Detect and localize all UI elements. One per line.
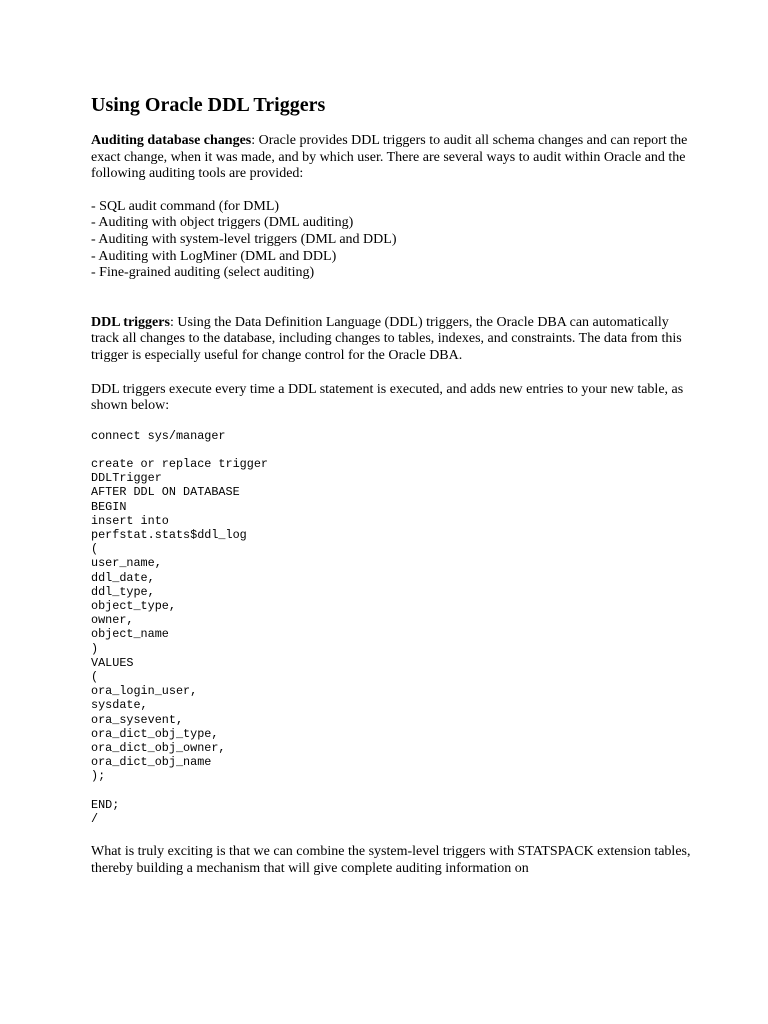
list-item: - SQL audit command (for DML) [91, 198, 280, 214]
list-item: - Auditing with LogMiner (DML and DDL) [91, 248, 337, 264]
code-end: END; / [91, 797, 120, 826]
list-item: - Fine-grained auditing (select auditing) [91, 265, 315, 281]
execute-paragraph: DDL triggers execute every time a DDL statement is executed, and adds new entries to your new table, as shown below: [91, 381, 684, 414]
ddl-triggers-paragraph [91, 315, 691, 365]
closing-paragraph: What is truly exciting is that we can combine the system-level triggers with STATSPACK extension tables, thereby building a mechanism that will give complete auditing information on [91, 844, 691, 876]
intro-paragraph [91, 133, 691, 183]
tools-list [91, 199, 691, 282]
ddl-text: : Using the Data Definition Language (DDL) triggers, the Oracle DBA can automatically track all changes to the database, including changes to tables, indexes, and constraints. The data from this trigger is especially useful for change control for the Oracle DBA. [91, 314, 682, 363]
document-page [91, 93, 691, 877]
intro-text: : Oracle provides DDL triggers to audit all schema changes and can report the exact change, when it was made, and by which user. There are several ways to audit within Oracle and the following auditing tools are provided: [91, 133, 688, 182]
list-item: - Auditing with system-level triggers (DML and DDL) [91, 231, 397, 247]
code-listing [91, 429, 691, 826]
code-trigger-body: create or replace trigger DDLTrigger AFTER DDL ON DATABASE BEGIN insert into perfstat.stats$ddl_log ( user_name, ddl_date, ddl_type, object_type, owner, object_name ) VALUES ( ora_login_user, sysdate, ora_sysevent, ora_dict_obj_type, ora_dict_obj_owner, ora_dict_obj_name ); [91, 456, 268, 784]
code-connect: connect sys/manager [91, 428, 226, 443]
intro-lead: Auditing database changes [91, 133, 252, 148]
ddl-lead: DDL triggers [91, 314, 170, 330]
page-title: Using Oracle DDL Triggers [91, 94, 326, 116]
list-item: - Auditing with object triggers (DML auditing) [91, 215, 354, 231]
